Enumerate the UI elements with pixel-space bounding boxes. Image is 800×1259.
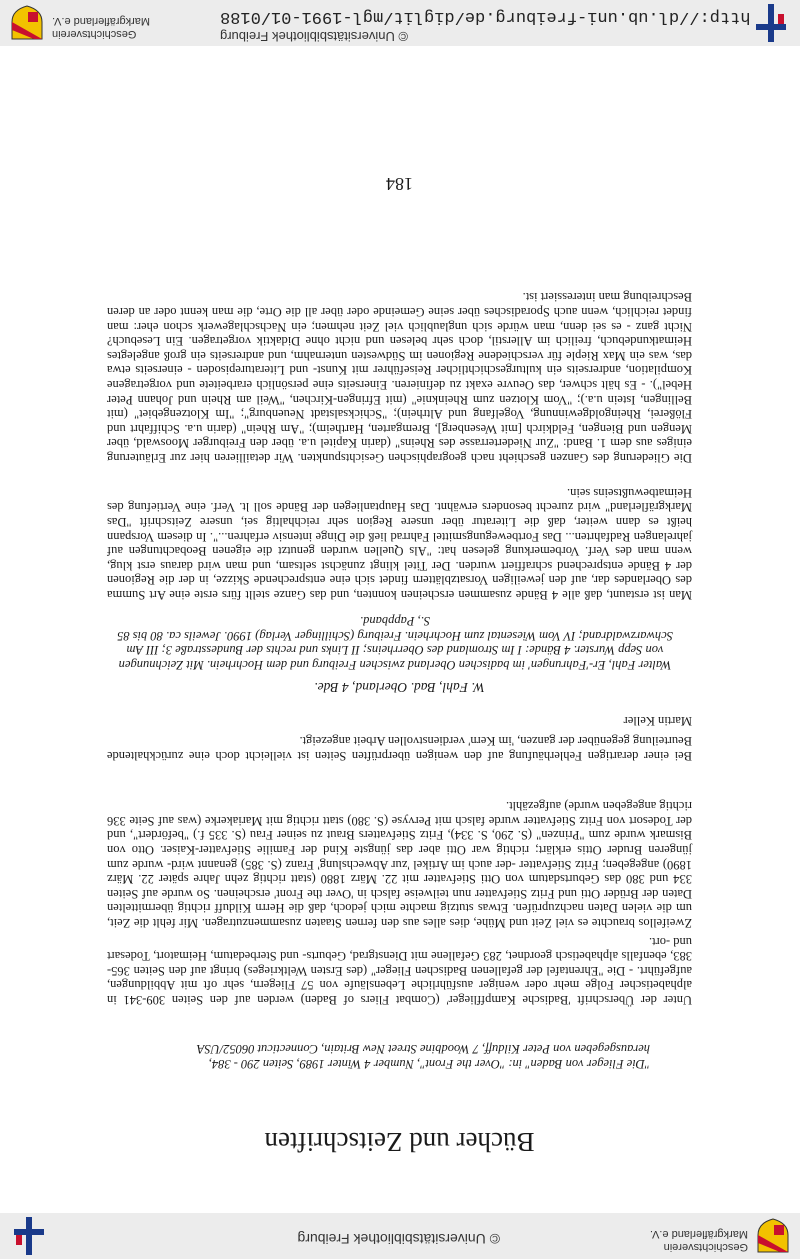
page-title: Bücher und Zeitschriften — [264, 1127, 535, 1157]
viewer-bottom-bar — [0, 0, 800, 46]
review1-signature: Martin Keller — [623, 714, 692, 728]
review2-paragraph-1: Man ist erstaunt, daß alle 4 Bände zusammen erscheinen konnten, und das Ganze stellt fürs erste eine Art Summa des Oberlandes dar, auf den jeweiligen Vorsatzblättern findet sich eine entsprechende Skizze, in der die Regionen der 4 Bände entsprechend schraffiert wurden. Der Titel klingt zunächst seltsam, und man wird daraus erst klug, wenn man des Verf. Vorbemerkung gelesen hat: "Als Quellen wurden genutzt die eigenen Beobachtungen auf jahrelangen Radfahrten... Das Fortbewegungsmittel Fahrrad ließ die Dinge intensiv erfahren...". In diesem Vorspann heißt es dann weiter, daß die Literatur über unsere Region sehr reichhaltig sei, unsere Zeitschrift "Das Markgräflerland" wird zurecht besonders erwähnt. Das Hauptanliegen der Bände soll lt. Verf. eine Vertiefung des Heimatbewußtseins sein. — [107, 485, 692, 602]
review1-paragraph-1: Unter der Überschrift 'Badische Kampfflieger' (Combat Fliers of Baden) werden auf den Seiten 309-341 in alphabetischer Folge mehr oder weniger ausführliche Lebensläufe von 57 Fliegern, sehr oft mit Abbildungen, aufgeführt. - Die "Ehrentafel der gefallenen Badischen Flieger" (des Ersten Weltkrieges) bringt auf den Seiten 365-383, ebenfalls alphabetisch geordnet, 283 Gefallene mit Dienstgrad, Geburts- und Sterbedatum, Heimatort, Todesart und -ort. — [107, 934, 692, 1007]
org-name-line2: Markgräflerland e.V. — [649, 1228, 748, 1240]
viewer-top-bar — [0, 1213, 800, 1259]
coat-of-arms-icon — [8, 4, 46, 42]
library-credit: © Universitätsbibliothek Freiburg — [220, 29, 409, 44]
library-credit: © Universitätsbibliothek Freiburg — [297, 1231, 500, 1247]
org-name — [650, 1227, 748, 1253]
page-number: 184 — [386, 174, 413, 194]
review1-paragraph-3: Bei einer derartigen Fehlerhäufung auf den wenigen überprüften Seiten ist vielleicht doch eine zurückhaltende Beurteilung gegenüber der ganzen, 'im Kern' verdienstvollen Arbeit angezeigt. — [107, 734, 692, 763]
review1-paragraph-2: Zweifellos brauchte es viel Zeit und Mühe, dies alles aus den fernen Staaten zusammenzutragen. Mir fehlt die Zeit, um die vielen Daten nachzuprüfen. Etwas stutzig machte mich jedoch, daß die Herrn Kilduff richtig übermittelten Daten der Brüder Otti und Fritz Stiefvatter nun teilweise falsch in 'Over the Front' erscheinen. So wurde auf Seiten 334 und 380 das Geburtsdatum von Otti Stiefvatter mit 22. März 1880 (statt richtig zehn Jahre später 22. März 1890) angegeben; Fritz Stiefvatter -der auch im Artikel 'zur Abwechslung' Franz (S. 385) genannt wird- wurde zum jüngeren Bruder Ottis erklärt; richtig war Otti aber das jüngste Kind der Familie Stiefvatter-Kaiser. Otto von Bismark wurde zum "Prinzen" (S. 290, S. 334), Fritz Stiefvatters Braut zu seiner Frau (S. 335 f.) "befördert", und der Todesort von Fritz Stiefvatter wurde falsch mit Pervyse (S. 380) statt richtig mit Mariakerke (was auf Seite 336 richtig angegeben wurde) aufgezählt. — [107, 799, 692, 930]
org-name-line1: Geschichtsverein — [663, 1241, 748, 1253]
coat-of-arms-icon — [754, 1217, 792, 1255]
review2-paragraph-2: Die Gliederung des Ganzen geschieht nach geographischen Gesichtspunkten. Wir detaillieren hier zur Erläuterung einiges aus dem 1. Band: "Zur Niederterrasse des Rheins" (darin Kapitel u.a. über den Freiburger Mooswald, über Mengen und Biengen, Feldkirch [mit Wesenberg], Bremgarten, Hartheim); "Am Rhein" (darin u.a. Schiffahrt und Flößerei, Rheingoldgewinnung, Vogelfang und Altrhein); "Schicksalstadt Neuenburg"; "Im Klotzengebiet" (mit Bellingen, Istein u.a.); "Vom Klotzen zum Rheinknie" (mit Efringen-Kirchen, "Weil am Rhein und Johann Peter Hebel"). - Es hält schwer, das Oeuvre exakt zu definieren. Einerseits eine persönlich erarbeitete und vorgetragene Kompilation, andrerseits ein kulturgeschichtlicher Reiseführer mit Kunst- und Literaturepisoden - einerseits etwa das, was ein Max Rieple für verschiedene Regionen im Südwesten unternahm, und andrerseits ein groß angelegtes Heimatkundebuch, freilich im Allerstil, doch sehr belesen und nicht ohne Didaktik vorgetragen. Ein Lesebuch? Nicht ganz - es sei denn, man würde sich unglaublich viel Zeit nehmen; ein Nachschlagewerk schon eher: man findet reichlich, wenn auch Sporadisches über seine Gemeinde oder über all die Orte, die man kennt oder an deren Beschreibung man interessiert ist. — [107, 290, 692, 465]
org-name — [52, 14, 150, 40]
org-name-line1: Geschichtsverein — [52, 28, 137, 40]
navigation-icon[interactable] — [14, 1217, 44, 1255]
org-name-line2: Markgräflerland e.V. — [52, 15, 151, 27]
review2-heading: W. Fahl, Bad. Oberland, 4 Bde. — [314, 680, 485, 695]
review1-citation: "Die Flieger von Baden" in: "Over the Front", Number 4 Winter 1989, Seiten 290 - 384, herausgegeben von Peter Kilduff, 7 Woodbine Street New Britain, Connecticut 06052/USA — [196, 1042, 650, 1071]
permalink-url[interactable]: http://dl.ub.uni-freiburg.de/diglit/mgl-1991-01/0188 — [220, 7, 751, 26]
navigation-icon[interactable] — [756, 4, 786, 42]
review2-citation: Walter Fahl, Er-'Fahrungen' im badischen Oberland zwischen Freiburg und dem Hochrhein. Mit Zeichnungen von Sepp Wurster. 4 Bände: I Im Stromland des Oberrheins; II Links und rechts der Bundesstraße 3; III Am Schwarzwaldrand; IV Vom Wiesental zum Hochrhein. Freiburg (Schillinger Verlag) 1990. Jeweils ca. 80 bis 85 S., Pappband. — [117, 614, 673, 672]
